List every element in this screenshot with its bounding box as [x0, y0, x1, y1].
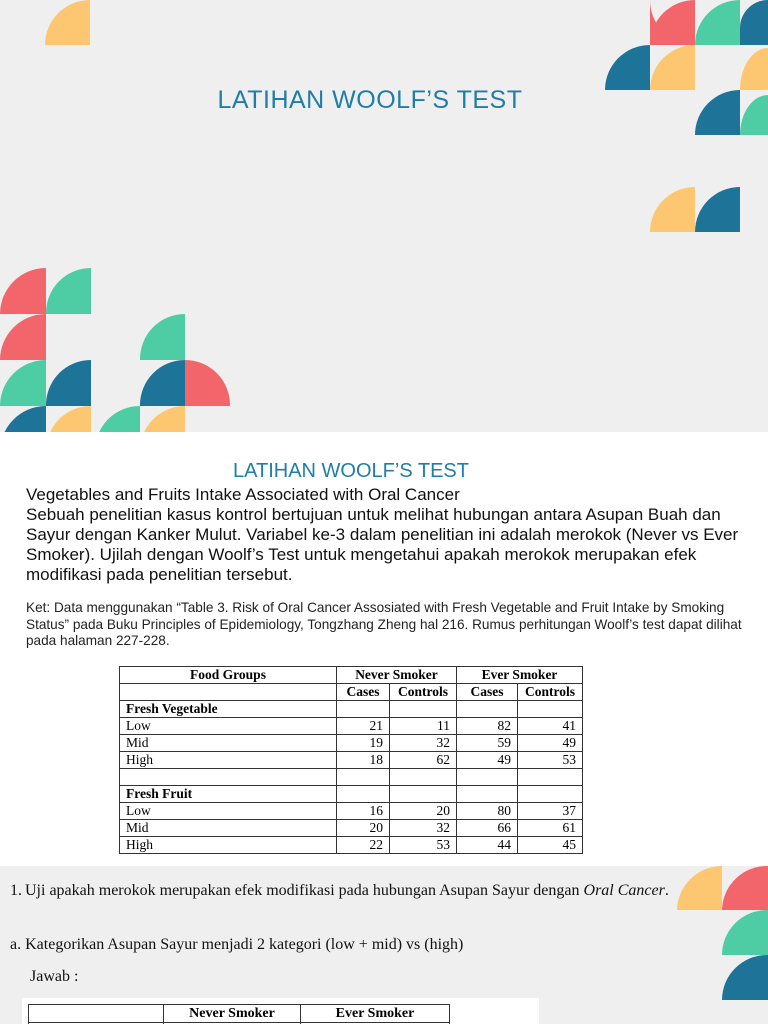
table-row	[120, 735, 583, 752]
row-label: Low	[120, 718, 337, 735]
deco-shape	[0, 268, 46, 314]
group-label: Fresh Fruit	[120, 786, 337, 803]
data-table	[119, 666, 583, 854]
table-cell: 11	[390, 718, 457, 735]
table-cell	[120, 769, 337, 786]
deco-shape	[605, 45, 650, 90]
deco-shape	[140, 360, 185, 406]
deco-shape	[740, 0, 768, 45]
table-cell	[390, 769, 457, 786]
deco-shape	[695, 0, 740, 45]
slide-1	[0, 0, 768, 432]
table-cell: 44	[457, 837, 518, 854]
deco-shape	[650, 187, 695, 232]
question-a	[10, 936, 463, 954]
answer-label: Jawab :	[30, 968, 79, 985]
table-row	[120, 837, 583, 854]
table-cell: 20	[390, 803, 457, 820]
table-cell: 19	[337, 735, 390, 752]
slide-3	[0, 866, 768, 1024]
subheader-cases: Cases	[457, 684, 518, 701]
table-cell: 37	[518, 803, 583, 820]
table-cell: 49	[518, 735, 583, 752]
question-text: Uji apakah merokok merupakan efek modifikasi pada hubungan Asupan Sayur dengan	[25, 882, 584, 899]
question-1	[10, 876, 675, 906]
subheader-controls: Controls	[518, 684, 583, 701]
table-cell: 20	[337, 820, 390, 837]
answer-table	[28, 1004, 450, 1024]
table-cell	[457, 786, 518, 803]
question-a-label: a.	[10, 936, 22, 953]
table-cell	[518, 769, 583, 786]
deco-shape	[95, 406, 140, 432]
table-cell: 49	[457, 752, 518, 769]
table-cell: 32	[390, 820, 457, 837]
deco-shape	[650, 0, 695, 45]
table-cell: 53	[390, 837, 457, 854]
table-cell: 62	[390, 752, 457, 769]
subheader-controls: Controls	[390, 684, 457, 701]
header-food-groups: Food Groups	[120, 667, 337, 684]
section-heading: Vegetables and Fruits Intake Associated with Oral Cancer	[26, 485, 460, 504]
table-cell: 32	[390, 735, 457, 752]
row-label: High	[120, 837, 337, 854]
table-cell: 21	[337, 718, 390, 735]
table-cell: 41	[518, 718, 583, 735]
deco-shape	[740, 48, 768, 90]
question-end: .	[664, 882, 669, 899]
table-cell	[457, 701, 518, 718]
deco-shape	[46, 406, 91, 432]
deco-shape	[722, 955, 768, 1000]
deco-shape	[677, 866, 722, 910]
deco-shape	[0, 406, 46, 432]
deco-shape	[722, 866, 768, 910]
subheader-cases: Cases	[337, 684, 390, 701]
table-row	[120, 718, 583, 735]
header-ever-smoker: Ever Smoker	[457, 667, 583, 684]
deco-shape	[695, 187, 740, 232]
study-description: Sebuah penelitian kasus kontrol bertujuan untuk melihat hubungan antara Asupan Buah dan Sayur dengan Kanker Mulut. Variabel ke-3 dalam penelitian ini adalah merokok (Never vs Ever Smoker). Ujilah dengan Woolf’s Test untuk mengetahui apakah merokok merupakan efek modifikasi pada penelitian tersebut.	[26, 505, 739, 584]
table-cell	[120, 684, 337, 701]
slide-1-title: LATIHAN WOOLF’S TEST	[217, 86, 523, 114]
deco-shape	[185, 360, 230, 406]
table-cell	[337, 701, 390, 718]
answer-table-area	[22, 998, 539, 1024]
deco-shape	[740, 95, 768, 135]
table-cell	[390, 701, 457, 718]
row-label: Mid	[120, 820, 337, 837]
decorative-shapes	[0, 0, 768, 432]
question-a-text: Kategorikan Asupan Sayur menjadi 2 kategori (low + mid) vs (high)	[25, 936, 464, 953]
table-cell: 18	[337, 752, 390, 769]
row-label: Low	[120, 803, 337, 820]
row-label: High	[120, 752, 337, 769]
table-cell: 45	[518, 837, 583, 854]
table-cell: 16	[337, 803, 390, 820]
table-cell	[337, 769, 390, 786]
table-cell: 80	[457, 803, 518, 820]
question-number: 1.	[10, 882, 22, 899]
table-cell	[518, 701, 583, 718]
deco-shape	[722, 910, 768, 955]
header-never-smoker: Never Smoker	[164, 1005, 301, 1023]
source-note: Ket: Data menggunakan “Table 3. Risk of Oral Cancer Assosiated with Fresh Vegetable and Fruit Intake by Smoking Status” pada Buku Principles of Epidemiology, Tongzhang Zheng hal 216. Rumus perhitungan Woolf’s test dapat dilihat pada halaman 227-228.	[26, 600, 742, 648]
deco-shape	[650, 45, 695, 90]
table-cell: 22	[337, 837, 390, 854]
table-cell	[457, 769, 518, 786]
question-italic: Oral Cancer	[583, 882, 665, 899]
deco-shape	[46, 268, 91, 314]
slide-2-title: LATIHAN WOOLF’S TEST	[233, 460, 469, 482]
table-cell: 59	[457, 735, 518, 752]
deco-shape	[0, 314, 46, 360]
table-cell: 66	[457, 820, 518, 837]
header-ever-smoker: Ever Smoker	[301, 1005, 450, 1023]
deco-shape	[140, 406, 185, 432]
table-cell: 53	[518, 752, 583, 769]
deco-shape	[46, 360, 91, 406]
table-cell	[390, 786, 457, 803]
row-label: Mid	[120, 735, 337, 752]
deco-shape	[45, 0, 90, 45]
slide-2	[0, 432, 768, 866]
table-cell	[518, 786, 583, 803]
deco-shape	[0, 360, 46, 406]
table-row	[120, 752, 583, 769]
group-label: Fresh Vegetable	[120, 701, 337, 718]
deco-shape	[140, 314, 185, 360]
table-cell: 82	[457, 718, 518, 735]
table-cell	[29, 1005, 164, 1023]
table-row	[120, 803, 583, 820]
table-cell	[337, 786, 390, 803]
table-row	[120, 820, 583, 837]
header-never-smoker: Never Smoker	[337, 667, 457, 684]
table-cell: 61	[518, 820, 583, 837]
